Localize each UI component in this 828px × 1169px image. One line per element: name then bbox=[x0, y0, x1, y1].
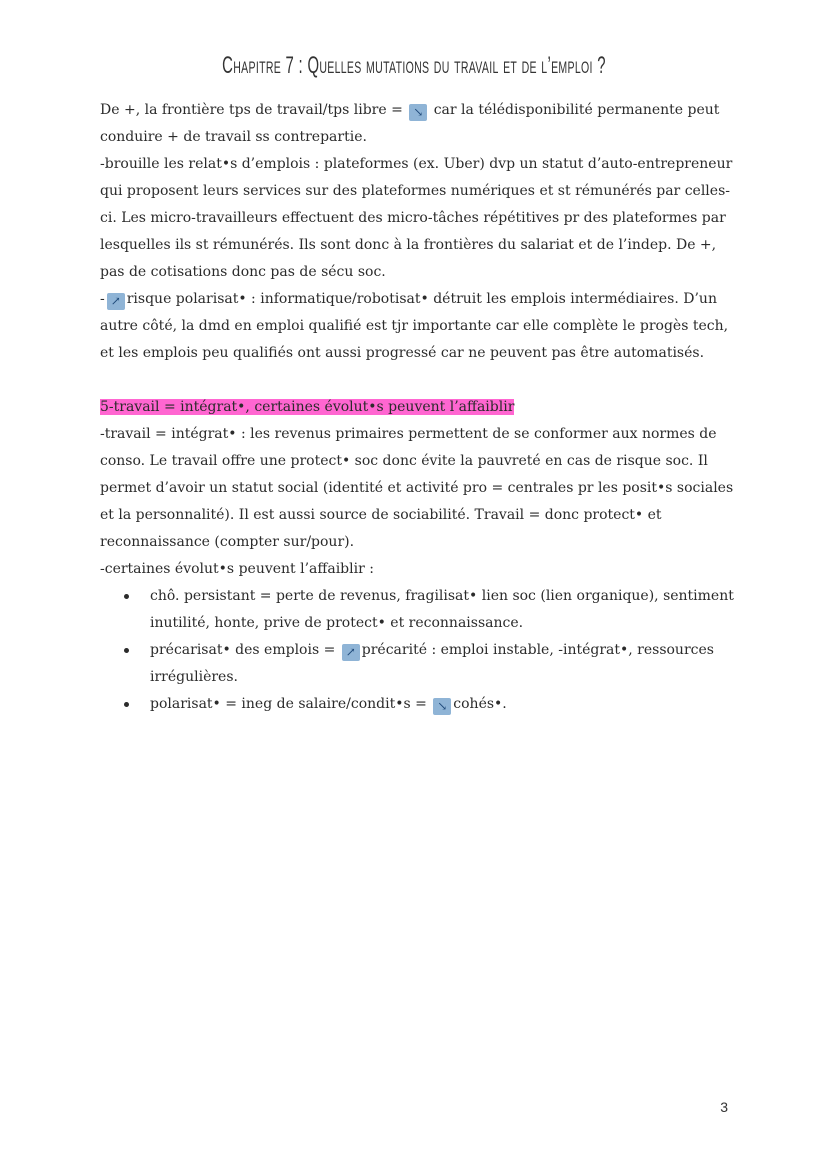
paragraph-polarisation-text: risque polarisat• : informatique/robotisat• détruit les emplois intermédiaires. D’un autre côté, la dmd en emploi qualifié est tjr importante car elle complète le progès tech, et les emplois peu qualifiés ont aussi progressé car ne peuvent pas être automatisés. bbox=[100, 291, 729, 361]
paragraph-employment-relations: -brouille les relat•s d’emplois : plateformes (ex. Uber) dvp un statut d’auto-entrepreneur qui proposent leurs services sur des plateformes numériques et st rémunérés par celles-ci. Les micro-travailleurs effectuent des micro-tâches répétitives pr des plateformes par lesquelles ils st rémunérés. Ils sont donc à la frontières du salariat et de l’indep. De +, pas de cotisations donc pas de sécu soc. bbox=[100, 156, 733, 280]
bullet-text-unemployment: chô. persistant = perte de revenus, fragilisat• lien soc (lien organique), sentiment inutilité, honte, prive de protect• et reconnaissance. bbox=[150, 588, 734, 631]
list-item bbox=[100, 637, 740, 691]
paragraph-frontier-text-a: De +, la frontière tps de travail/tps libre = bbox=[100, 102, 403, 118]
bullet-text-polarisation-a: polarisat• = ineg de salaire/condit•s = bbox=[150, 696, 427, 712]
page-number: 3 bbox=[720, 1099, 728, 1115]
paragraph-weakening: -certaines évolut•s peuvent l’affaiblir : bbox=[100, 561, 374, 577]
paragraph-frontier bbox=[100, 97, 740, 151]
highlighted-heading: 5-travail = intégrat•, certaines évolut•s peuvent l’affaiblir bbox=[100, 399, 515, 415]
page-title: Chapitre 7 : Quelles mutations du travail et de l’emploi ? bbox=[222, 52, 606, 79]
bullet-text-polarisation-b: cohés•. bbox=[453, 696, 507, 712]
spacer bbox=[100, 367, 740, 394]
arrow-down-icon: ↘ bbox=[409, 104, 427, 121]
list-item bbox=[100, 583, 740, 637]
section-heading bbox=[100, 394, 740, 421]
arrow-up-icon: ↗ bbox=[107, 293, 125, 310]
paragraph-polarisation bbox=[100, 286, 740, 367]
paragraph-integration: -travail = intégrat• : les revenus primaires permettent de se conformer aux normes de conso. Le travail offre une protect• soc donc évite la pauvreté en cas de risque soc. Il permet d’avoir un statut social (identité et activité pro = centrales pr les posit•s sociales et la personnalité). Il est aussi source de sociabilité. Travail = donc protect• et reconnaissance (compter sur/pour). bbox=[100, 426, 734, 550]
paragraph-frontier-text-b: car la télédisponibilité permanente peut conduire + de travail ss contrepartie. bbox=[100, 102, 720, 145]
document-body bbox=[100, 97, 740, 718]
bullet-list bbox=[100, 583, 740, 718]
list-item bbox=[100, 691, 740, 718]
arrow-up-icon: ↗ bbox=[342, 644, 360, 661]
arrow-down-icon: ↘ bbox=[433, 698, 451, 715]
bullet-text-precarity-a: précarisat• des emplois = bbox=[150, 642, 336, 658]
bullet-text-precarity-b: précarité : emploi instable, -intégrat•, ressources irrégulières. bbox=[150, 642, 714, 685]
paragraph-polarisation-dash: - bbox=[100, 291, 105, 307]
